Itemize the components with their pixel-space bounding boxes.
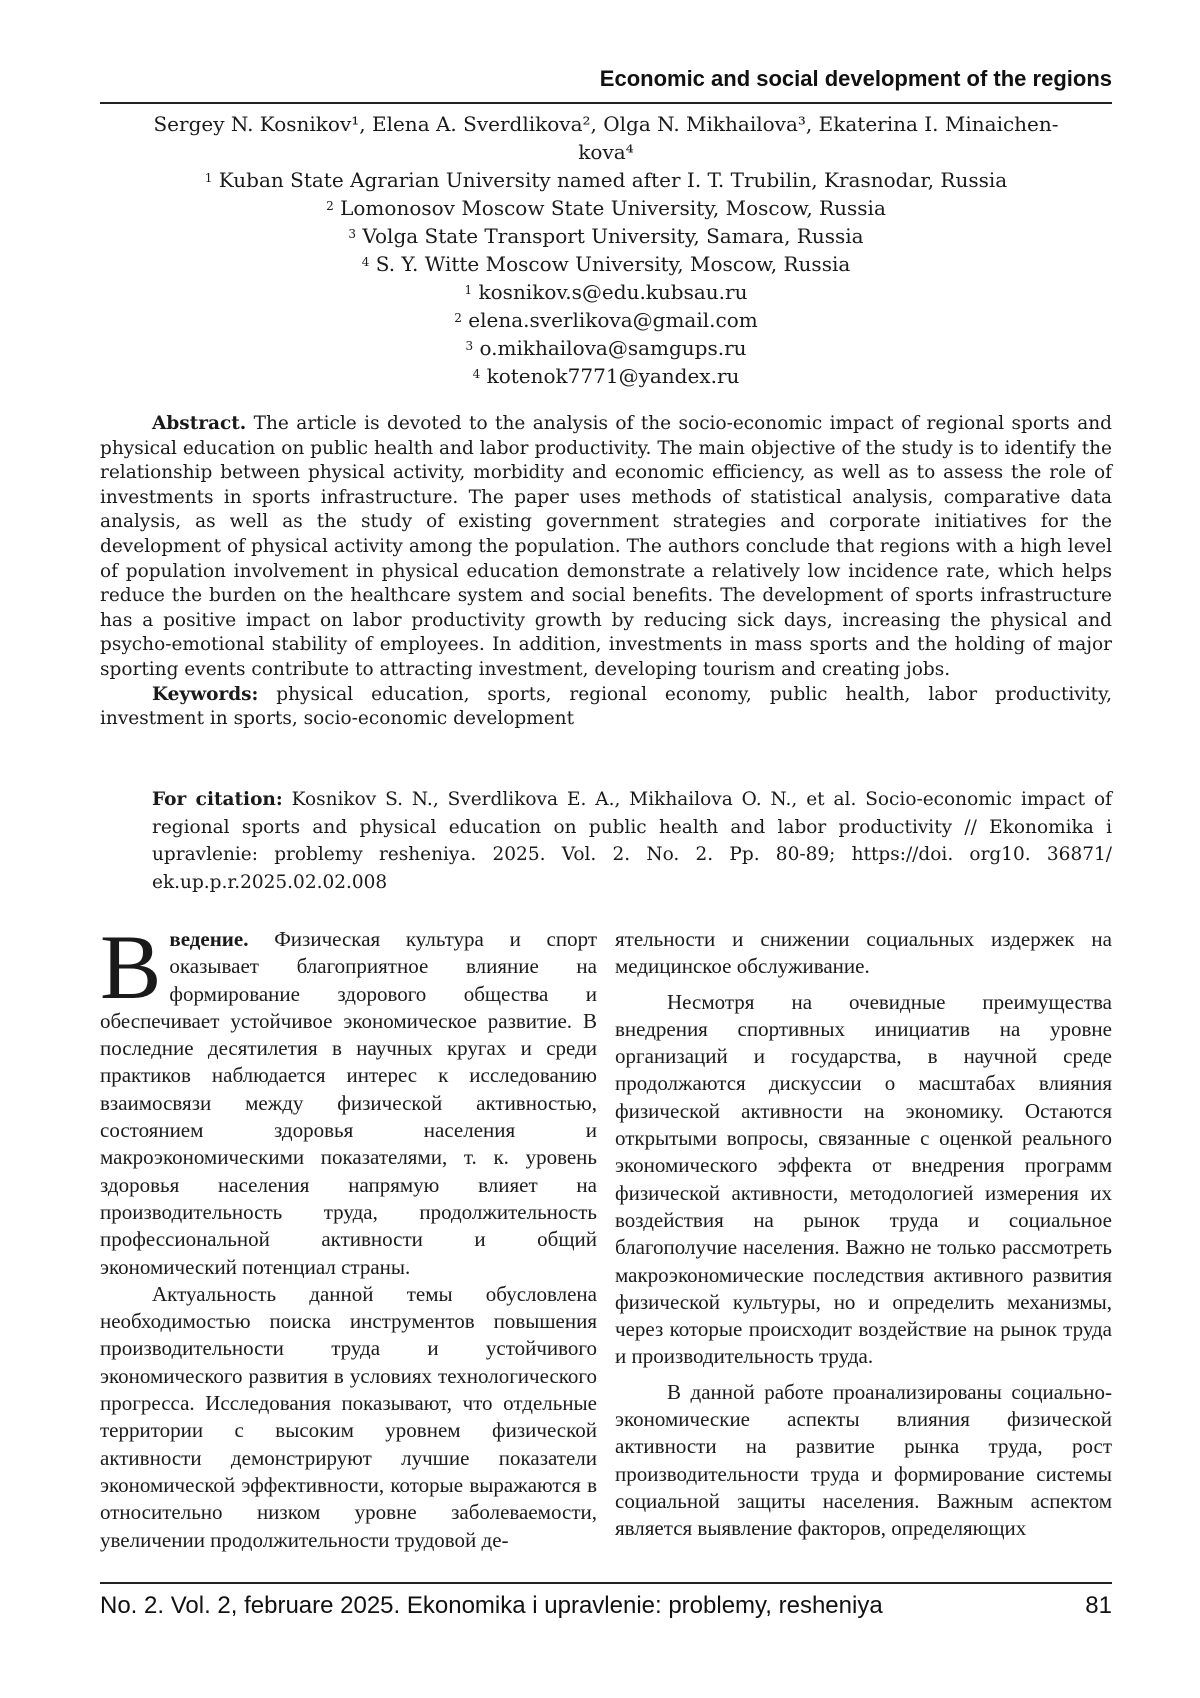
footer-rule xyxy=(100,1582,1112,1584)
discussion-paragraph: Несмотря на очевидные преимущества внедрения спортивных инициатив на уровне организаций и государства, в научной среде продолжаются дискуссии о масштабах влияния физической активности на экономику. Остаются открытыми вопросы, связанные с оценкой реального экономического эффекта от внедрения программ физической активности, методологией измерения их воздействия на рынок труда и социальное благополучие населения. Важно не только рассмотреть макроэкономические последствия активного развития физической культуры, но и определить механизмы, через которые происходит воздействие на рынок труда и производительность труда. xyxy=(615,989,1112,1369)
keywords-label: Keywords: xyxy=(152,683,259,705)
abstract-paragraph xyxy=(100,412,1112,683)
email-4 xyxy=(100,362,1112,390)
header-rule xyxy=(100,102,1112,104)
affiliation-2 xyxy=(100,194,1112,222)
affiliation-4-text: S. Y. Witte Moscow University, Moscow, Russia xyxy=(375,252,851,276)
email-2-num: 2 xyxy=(454,311,462,325)
footer-journal: No. 2. Vol. 2, februare 2025. Ekonomika i upravlenie: problemy, resheniya xyxy=(100,1592,883,1619)
affiliation-3-text: Volga State Transport University, Samara, Russia xyxy=(362,224,864,248)
intro-heading: ведение. xyxy=(169,927,249,951)
body-columns xyxy=(100,916,1112,1554)
affiliation-1-text: Kuban State Agrarian University named after I. T. Trubilin, Krasnodar, Russia xyxy=(218,168,1008,192)
running-title: Economic and social development of the regions xyxy=(599,66,1112,91)
authors-line-2: kova⁴ xyxy=(578,140,634,164)
authors-line-1: Sergey N. Kosnikov¹, Elena A. Sverdlikova², Olga N. Mikhailova³, Ekaterina I. Minaichen- xyxy=(153,112,1059,136)
affiliation-1-num: 1 xyxy=(204,171,213,185)
keywords-paragraph xyxy=(100,683,1112,732)
keywords-text: physical education, sports, regional economy, public health, labor productivity, investment in sports, socio-economic development xyxy=(100,683,1112,730)
affiliation-4-num: 4 xyxy=(361,255,370,269)
affiliation-3-num: 3 xyxy=(348,227,357,241)
drop-cap: В xyxy=(100,916,162,1018)
author-block xyxy=(100,110,1112,390)
email-3-num: 3 xyxy=(465,339,474,353)
affiliation-2-num: 2 xyxy=(326,199,334,213)
body-column-left xyxy=(100,916,597,1554)
affiliation-1 xyxy=(100,166,1112,194)
abstract-section xyxy=(100,412,1112,732)
abstract-text: The article is devoted to the analysis of the socio-economic impact of regional sports and physical education on public health and labor productivity. The main objective of the study is to identify the relationship between physical activity, morbidity and economic efficiency, as well as to assess the role of investments in sports infrastructure. The paper uses methods of statistical analysis, comparative data analysis, as well as the study of existing government strategies and corporate initiatives for the development of physical activity among the population. The authors conclude that regions with a high level of population involvement in physical education demonstrate a relatively low incidence rate, which helps reduce the burden on the healthcare system and social benefits. The development of sports infrastructure has a positive impact on labor productivity growth by reducing sick days, increasing the physical and psycho-emotional stability of employees. In addition, investments in mass sports and the holding of major sporting events contribute to attracting investment, developing tourism and creating jobs. xyxy=(100,413,1112,680)
email-1-num: 1 xyxy=(464,283,473,297)
intro-text: Физическая культура и спорт оказывает благоприятное влияние на формирование здорового общества и обеспечивает устойчивое экономическое развитие. В последние десятилетия в научных кругах и среди практиков наблюдается интерес к исследованию взаимосвязи между физической активностью, состоянием здоровья населения и макроэкономическими показателями, т. к. уровень здоровья населения напрямую влияет на производительность труда, продолжительность профессиональной активности и общий экономический потенциал страны. xyxy=(100,927,597,1279)
email-1 xyxy=(100,278,1112,306)
email-4-link[interactable]: kotenok7771@yandex.ru xyxy=(486,364,740,388)
citation-label: For citation: xyxy=(152,789,283,810)
page-number: 81 xyxy=(1085,1592,1112,1619)
relevance-paragraph: Актуальность данной темы обусловлена необходимостью поиска инструментов повышения производительности труда и устойчивого экономического развития в условиях технологического прогресса. Исследования показывают, что отдельные территории с высоким уровнем физической активности демонстрируют лучшие показатели экономической эффективности, которые выражаются в относительно низком уровне заболеваемости, увеличении продолжительности трудовой де- xyxy=(100,1281,597,1552)
body-column-right xyxy=(615,926,1112,1554)
citation-text: Kosnikov S. N., Sverdlikova E. A., Mikhailova O. N., et al. Socio-economic impact of regional sports and physical education on public health and labor productivity // Ekonomika i upravlenie: problemy resheniya. 2025. Vol. 2. No. 2. Pp. 80-89; https://doi. org10. 36871/ ek.up.p.r.2025.02.02.008 xyxy=(152,789,1112,893)
citation-section xyxy=(152,786,1112,896)
affiliation-4 xyxy=(100,250,1112,278)
email-2 xyxy=(100,306,1112,334)
aims-paragraph: В данной работе проанализированы социально-экономические аспекты влияния физической активности на развитие рынка труда, рост производительности труда и формирование системы социальной защиты населения. Важным аспектом является выявление факторов, определяющих xyxy=(615,1379,1112,1541)
affiliation-3 xyxy=(100,222,1112,250)
continuation-paragraph: ятельности и снижении социальных издержек на медицинское обслуживание. xyxy=(615,927,1112,979)
abstract-label: Abstract. xyxy=(152,413,247,434)
affiliation-2-text: Lomonosov Moscow State University, Moscow, Russia xyxy=(340,196,886,220)
email-4-num: 4 xyxy=(472,367,481,381)
intro-paragraph xyxy=(100,916,597,1281)
email-2-link[interactable]: elena.sverlikova@gmail.com xyxy=(468,308,758,332)
email-3-link[interactable]: o.mikhailova@samgups.ru xyxy=(479,336,747,360)
email-1-link[interactable]: kosnikov.s@edu.kubsau.ru xyxy=(478,280,748,304)
email-3 xyxy=(100,334,1112,362)
